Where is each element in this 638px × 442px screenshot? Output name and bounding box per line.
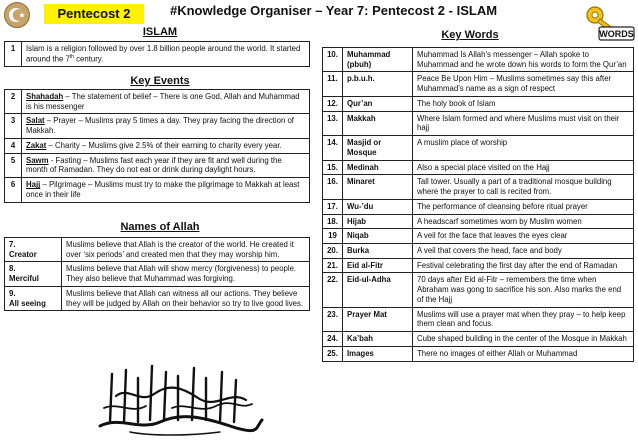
key-word-row xyxy=(323,96,634,111)
key-event-description: - Fasting – Muslims fast each year if they are fit and well during the month of Ramadan. They do not eat or drink during daylight hours. xyxy=(26,155,282,175)
key-word-number: 25. xyxy=(323,346,343,361)
key-word-term: Eid-ul-Adha xyxy=(343,273,413,307)
key-word-term: Minaret xyxy=(343,175,413,199)
key-word-definition: 70 days after Eid al-Fitr – remembers the time when Abraham was gong to sacrifice his son. Also marks the end of the Hajj xyxy=(413,273,634,307)
key-word-definition: Festival celebrating the first day after the end of Ramadan xyxy=(413,258,634,273)
key-word-definition: A headscarf sometimes worn by Muslim women xyxy=(413,214,634,229)
key-word-definition: Also a special place visited on the Hajj xyxy=(413,160,634,175)
intro-table xyxy=(4,41,310,67)
key-word-definition: A veil for the face that leaves the eyes clear xyxy=(413,229,634,244)
name-of-allah-row xyxy=(5,238,310,262)
key-event-term: Sawm xyxy=(26,155,49,165)
intro-number: 1 xyxy=(5,42,22,67)
key-word-definition: Where Islam formed and where Muslims must visit on their hajj xyxy=(413,111,634,135)
shahadah-calligraphy-icon xyxy=(80,356,270,436)
key-word-number: 11. xyxy=(323,72,343,96)
key-word-number: 23. xyxy=(323,307,343,331)
intro-text: Islam is a religion followed by over 1.8 billion people around the world. It started around the 7th century. xyxy=(22,42,310,67)
key-event-number: 3 xyxy=(5,114,22,138)
key-word-number: 15. xyxy=(323,160,343,175)
key-word-definition: Peace Be Upon Him – Muslims sometimes say this after Muhammad’s name as a sign of respect xyxy=(413,72,634,96)
page-title: #Knowledge Organiser – Year 7: Pentecost 2 - ISLAM xyxy=(170,3,498,18)
intro-row xyxy=(5,42,310,67)
key-events-heading: Key Events xyxy=(130,75,190,87)
key-word-number: 13. xyxy=(323,111,343,135)
key-event-description: – Pilgrimage – Muslims must try to make the pilgrimage to Makkah at least once in their life xyxy=(26,180,300,199)
key-event-number: 2 xyxy=(5,90,22,114)
key-words-table xyxy=(322,47,634,362)
key-word-definition: Muslims will use a prayer mat when they pray – to help keep them clean and focus. xyxy=(413,307,634,331)
key-word-number: 21. xyxy=(323,258,343,273)
key-word-definition: Muhammad Is Allah’s messenger – Allah spoke to Muhammad and he wrote down his words to form the Qur’an xyxy=(413,48,634,72)
key-word-row xyxy=(323,346,634,361)
key-word-term: Niqab xyxy=(343,229,413,244)
key-word-definition: A veil that covers the head, face and body xyxy=(413,244,634,259)
names-of-allah-table xyxy=(4,237,310,311)
key-word-row xyxy=(323,72,634,96)
key-event-number: 4 xyxy=(5,138,22,153)
key-word-term: Ka’bah xyxy=(343,332,413,347)
name-of-allah-text: Muslims believe that Allah can witness all our actions. They believe they will be judged by Allah on their behavior so try to live good lives. xyxy=(62,286,310,310)
key-words-heading: Key Words xyxy=(441,29,499,41)
key-word-definition: The performance of cleansing before ritual prayer xyxy=(413,199,634,214)
key-word-term: Prayer Mat xyxy=(343,307,413,331)
key-event-row xyxy=(5,178,310,202)
key-event-text xyxy=(22,114,310,138)
key-event-text xyxy=(22,138,310,153)
key-events-table xyxy=(4,89,310,203)
key-word-number: 20. xyxy=(323,244,343,259)
key-word-row xyxy=(323,273,634,307)
key-word-term: Eid al-Fitr xyxy=(343,258,413,273)
name-of-allah-label: 7. Creator xyxy=(5,238,62,262)
key-event-text xyxy=(22,178,310,202)
key-word-number: 14. xyxy=(323,136,343,160)
key-event-number: 6 xyxy=(5,178,22,202)
key-word-definition: A muslim place of worship xyxy=(413,136,634,160)
name-of-allah-row xyxy=(5,286,310,310)
key-event-description: – Charity – Muslims give 2.5% of their earning to charity every year. xyxy=(46,140,282,150)
key-word-row xyxy=(323,175,634,199)
key-word-definition: Cube shaped building in the center of the Mosque in Makkah xyxy=(413,332,634,347)
key-word-row xyxy=(323,214,634,229)
name-of-allah-text: Muslims believe that Allah is the creator of the world. He created it over ‘six periods’ and created men that they may worship him. xyxy=(62,238,310,262)
key-word-number: 18. xyxy=(323,214,343,229)
key-event-row xyxy=(5,153,310,177)
key-word-term: Qur’an xyxy=(343,96,413,111)
key-event-description: – The statement of belief – There is one God, Allah and Muhammad is his messenger xyxy=(26,92,300,111)
key-word-row xyxy=(323,111,634,135)
key-event-term: Zakat xyxy=(26,140,47,150)
key-event-text xyxy=(22,153,310,177)
crescent-star-emblem-icon xyxy=(4,2,30,28)
key-word-row xyxy=(323,136,634,160)
name-of-allah-row xyxy=(5,262,310,286)
key-word-term: Medinah xyxy=(343,160,413,175)
key-word-row xyxy=(323,244,634,259)
key-event-term: Salat xyxy=(26,116,45,126)
key-word-number: 17. xyxy=(323,199,343,214)
key-event-text xyxy=(22,90,310,114)
name-of-allah-text: Muslims believe that Allah will show mercy (forgiveness) to people. They also believe that Muhammad was forgiving. xyxy=(62,262,310,286)
key-word-definition: Tall tower. Usually a part of a traditional mosque building where the prayer to call is recited from. xyxy=(413,175,634,199)
key-words-logo-icon xyxy=(585,3,635,43)
key-word-definition: The holy book of Islam xyxy=(413,96,634,111)
key-word-number: 22. xyxy=(323,273,343,307)
name-of-allah-label: 9. All seeing xyxy=(5,286,62,310)
key-word-number: 12. xyxy=(323,96,343,111)
pentecost-tag: Pentecost 2 xyxy=(44,4,144,24)
islam-heading: ISLAM xyxy=(142,26,178,38)
key-word-number: 10. xyxy=(323,48,343,72)
key-word-row xyxy=(323,332,634,347)
key-word-term: Muhammad (pbuh) xyxy=(343,48,413,72)
key-word-row xyxy=(323,160,634,175)
key-word-term: Wu-’du xyxy=(343,199,413,214)
key-word-term: Images xyxy=(343,346,413,361)
key-word-number: 16. xyxy=(323,175,343,199)
key-word-row xyxy=(323,199,634,214)
key-word-number: 19 xyxy=(323,229,343,244)
key-word-row xyxy=(323,307,634,331)
key-word-term: Burka xyxy=(343,244,413,259)
key-word-row xyxy=(323,258,634,273)
key-word-row xyxy=(323,229,634,244)
key-word-term: Masjid or Mosque xyxy=(343,136,413,160)
key-word-number: 24. xyxy=(323,332,343,347)
key-event-row xyxy=(5,138,310,153)
key-event-row xyxy=(5,114,310,138)
key-word-term: p.b.u.h. xyxy=(343,72,413,96)
key-event-number: 5 xyxy=(5,153,22,177)
name-of-allah-label: 8. Merciful xyxy=(5,262,62,286)
key-word-term: Hijab xyxy=(343,214,413,229)
names-of-allah-heading: Names of Allah xyxy=(120,221,200,233)
logo-text: WORDS xyxy=(599,29,634,39)
key-word-definition: There no images of either Allah or Muhammad xyxy=(413,346,634,361)
key-event-term: Hajj xyxy=(26,180,41,190)
key-word-term: Makkah xyxy=(343,111,413,135)
key-word-row xyxy=(323,48,634,72)
key-event-row xyxy=(5,90,310,114)
key-event-description: – Prayer – Muslims pray 5 times a day. They pray facing the direction of Makkah. xyxy=(26,116,294,136)
key-event-term: Shahadah xyxy=(26,92,64,101)
